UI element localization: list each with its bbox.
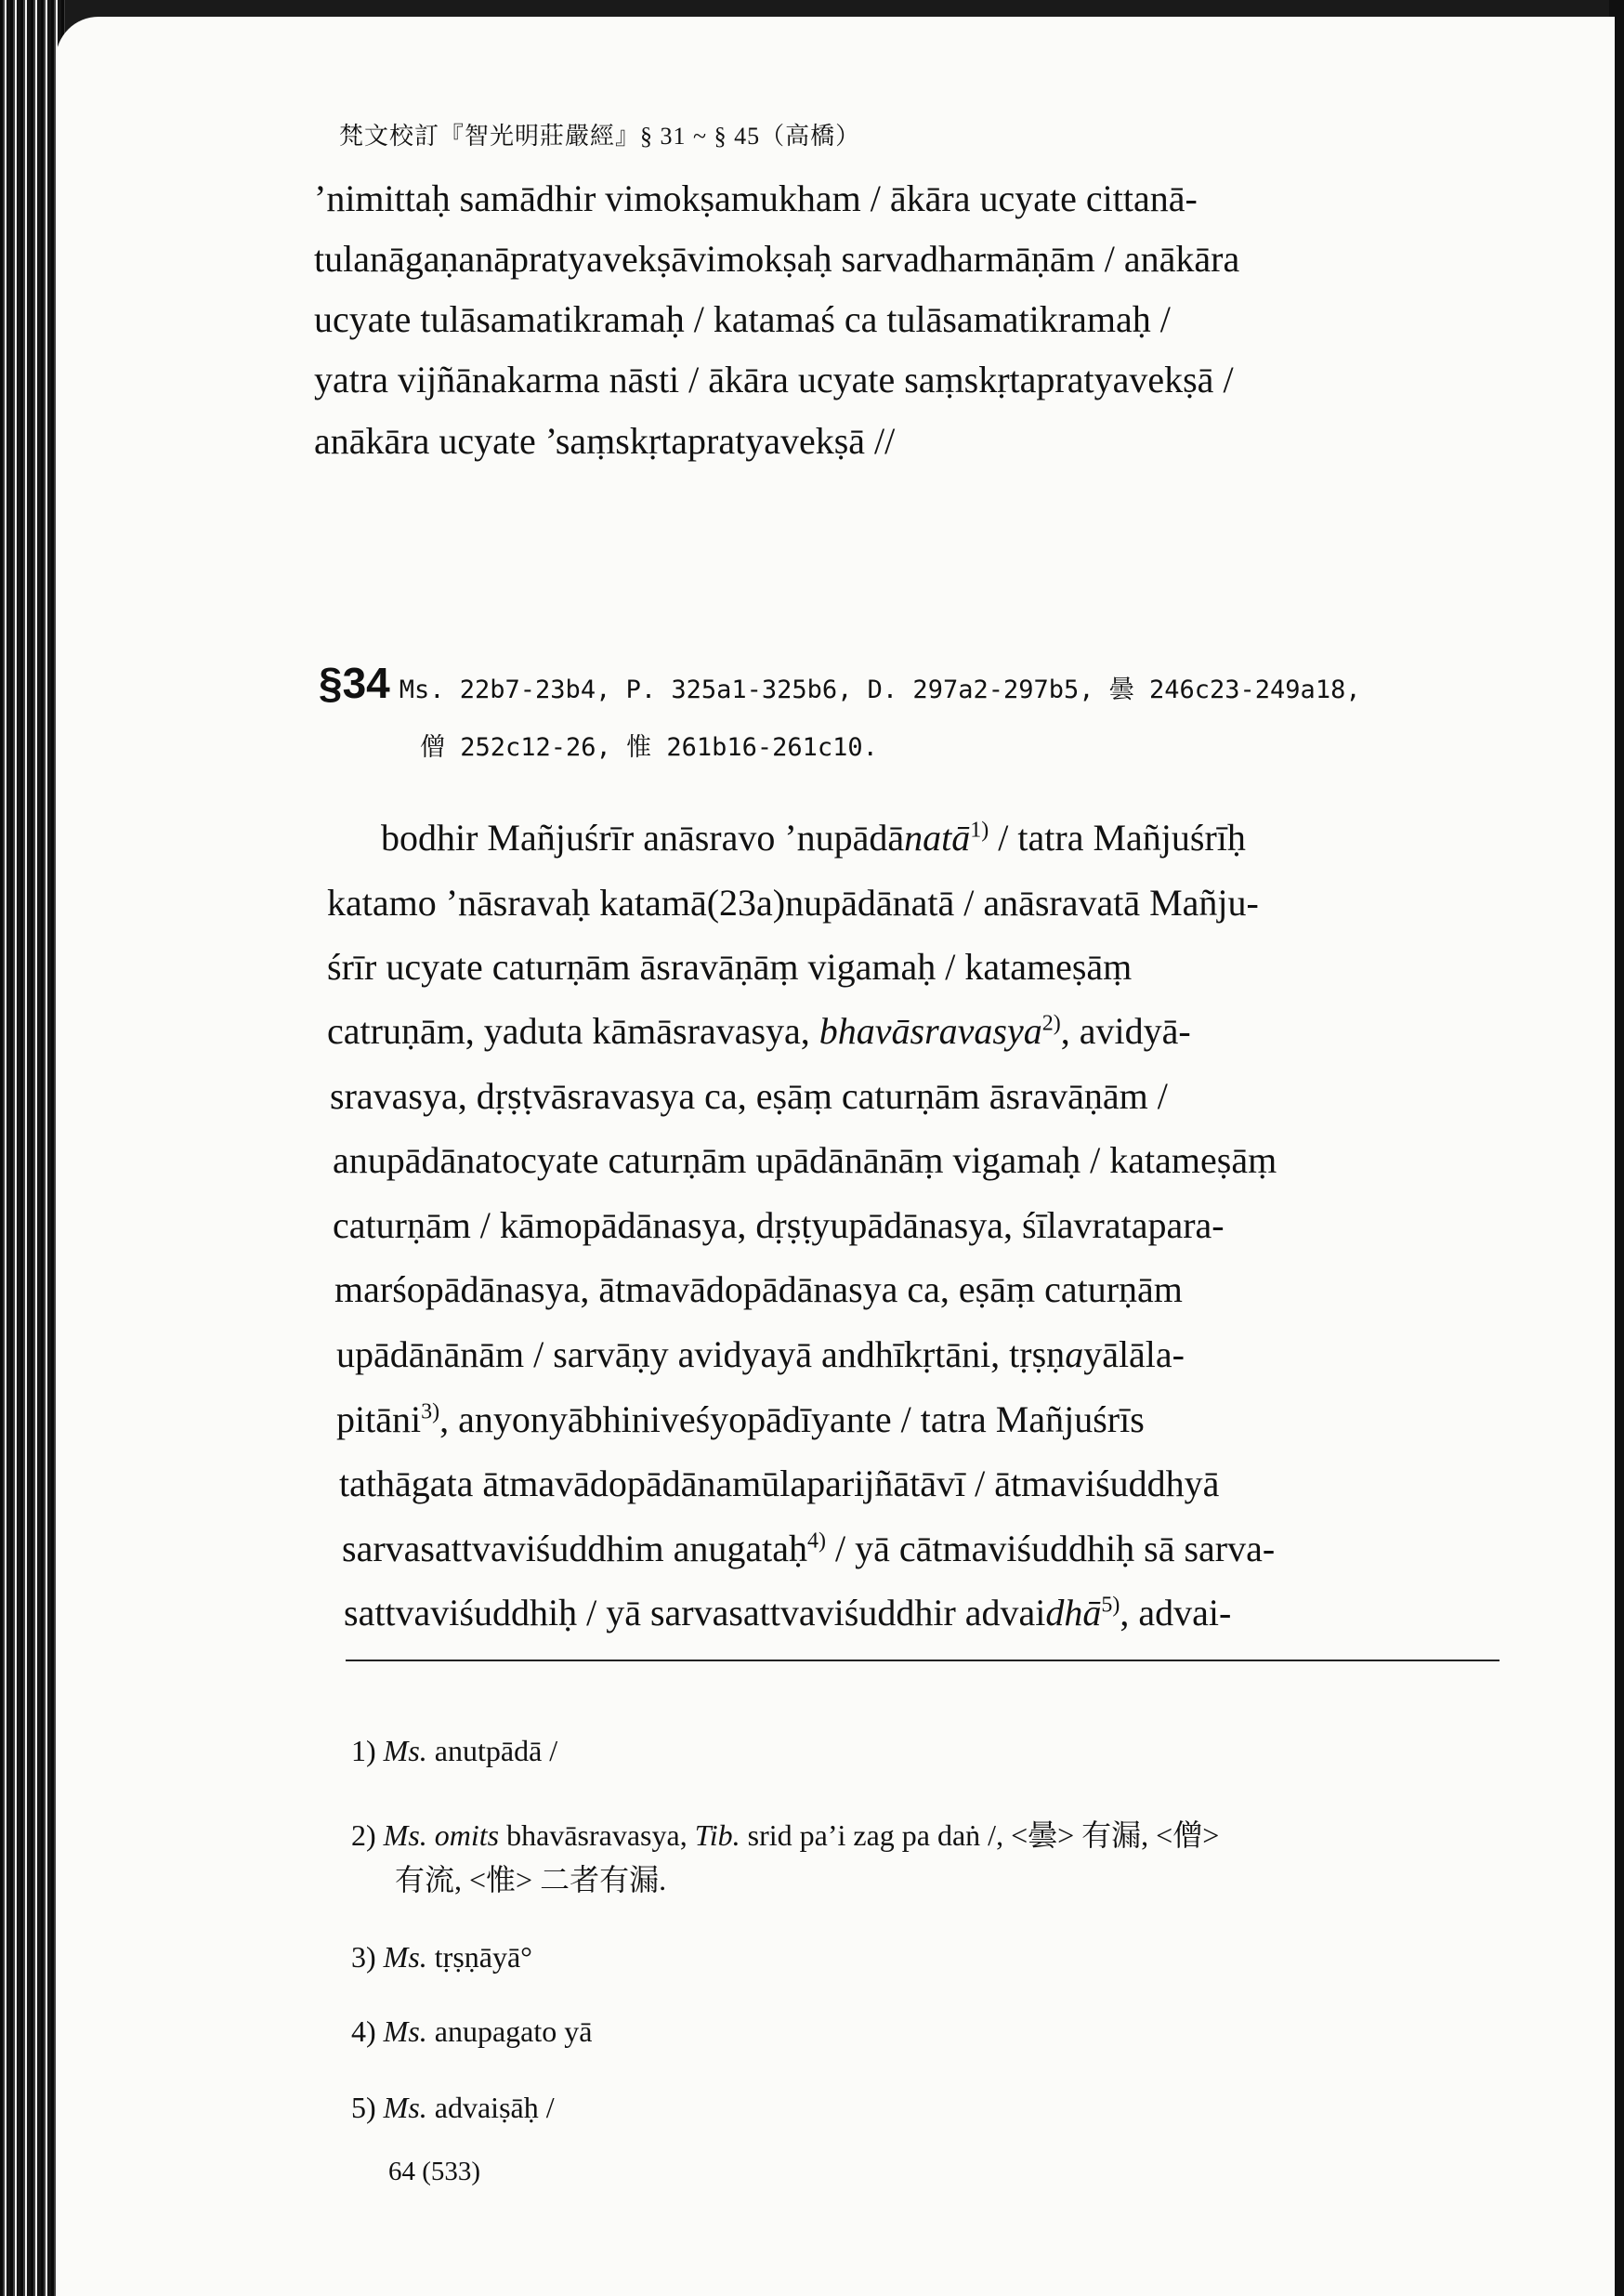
footnote-1: 1) Ms. anutpādā / [351, 1734, 558, 1767]
footnote-5: 5) Ms. advaiṣāḥ / [351, 2091, 555, 2124]
footnote-2-line-2: 有流, <惟> 二者有漏. [395, 1863, 667, 1896]
main-line-5: sravasya, dṛṣṭvāsravasya ca, eṣāṃ caturṇām āsravāṇām / [330, 1075, 1168, 1117]
main-line-2: katamo ’nāsravaḥ katamā(23a)nupādānatā / anāsravatā Mañju- [327, 882, 1259, 924]
main-line-3: śrīr ucyate caturṇām āsravāṇāṃ vigamaḥ / katameṣāṃ [327, 946, 1133, 988]
main-line-10: pitāni$^{3)}$, anyonyābhiniveśyopādīyante / tatra Mañjuśrīs [336, 1398, 1145, 1440]
top-line-4: yatra vijñānakarma nāsti / ākāra ucyate saṃskṛtapratyavekṣā / [314, 359, 1234, 400]
main-line-11: tathāgata ātmavādopādānamūlaparijñātāvī / ātmaviśuddhyā [339, 1463, 1220, 1504]
top-line-3: ucyate tulāsamatikramaḥ / katamaś ca tulāsamatikramaḥ / [314, 298, 1171, 340]
footnote-2: 2) Ms. omits bhavāsravasya, Tib. srid pa’i zag pa daṅ /, <曇> 有漏, <僧> [351, 1818, 1220, 1852]
main-line-1: bodhir Mañjuśrīr anāsravo ’nupādānatā$^{1)}$ / tatra Mañjuśrīḥ [381, 817, 1246, 859]
section-refs-2: 僧 252c12-26, 惟 261b16-261c10. [420, 733, 878, 762]
main-line-9: upādānānām / sarvāṇy avidyayā andhīkṛtāni, tṛṣṇayālāla- [336, 1333, 1185, 1375]
footnote-4: 4) Ms. anupagato yā [351, 2014, 593, 2048]
footnote-3: 3) Ms. tṛṣṇāyā° [351, 1940, 532, 1974]
running-head: 梵文校訂『智光明莊嚴經』§ 31 ~ § 45（高橋） [339, 123, 861, 150]
page-folio: 64 (533) [388, 2157, 481, 2186]
section-header [319, 658, 1361, 708]
top-line-1: ’nimittaḥ samādhir vimokṣamukham / ākāra ucyate cittanā- [314, 177, 1198, 219]
main-line-6: anupādānatocyate caturṇām upādānānāṃ vigamaḥ / katameṣāṃ [333, 1139, 1277, 1181]
top-line-2: tulanāgaṇanāpratyavekṣāvimokṣaḥ sarvadharmāṇām / anākāra [314, 238, 1240, 280]
section-refs-1: Ms. 22b7-23b4, P. 325a1-325b6, D. 297a2-297b5, 曇 246c23-249a18, [399, 676, 1361, 704]
footnote-rule [346, 1660, 1500, 1661]
main-line-13: sattvaviśuddhiḥ / yā sarvasattvaviśuddhir advaidhā$^{5)}$, advai- [344, 1592, 1232, 1633]
main-line-7: caturṇām / kāmopādānasya, dṛṣṭyupādānasya, śīlavratapara- [333, 1204, 1225, 1246]
main-line-12: sarvasattvaviśuddhim anugataḥ$^{4)}$ / yā cātmaviśuddhiḥ sā sarva- [342, 1528, 1276, 1569]
main-line-4: catruṇām, yaduta kāmāsravasya, bhavāsravasya$^{2)}$, avidyā- [327, 1010, 1191, 1052]
main-line-8: marśopādānasya, ātmavādopādānasya ca, eṣāṃ caturṇām [334, 1268, 1183, 1310]
top-line-5: anākāra ucyate ’saṃskṛtapratyavekṣā // [314, 420, 896, 462]
section-mark: §34 [319, 659, 390, 707]
